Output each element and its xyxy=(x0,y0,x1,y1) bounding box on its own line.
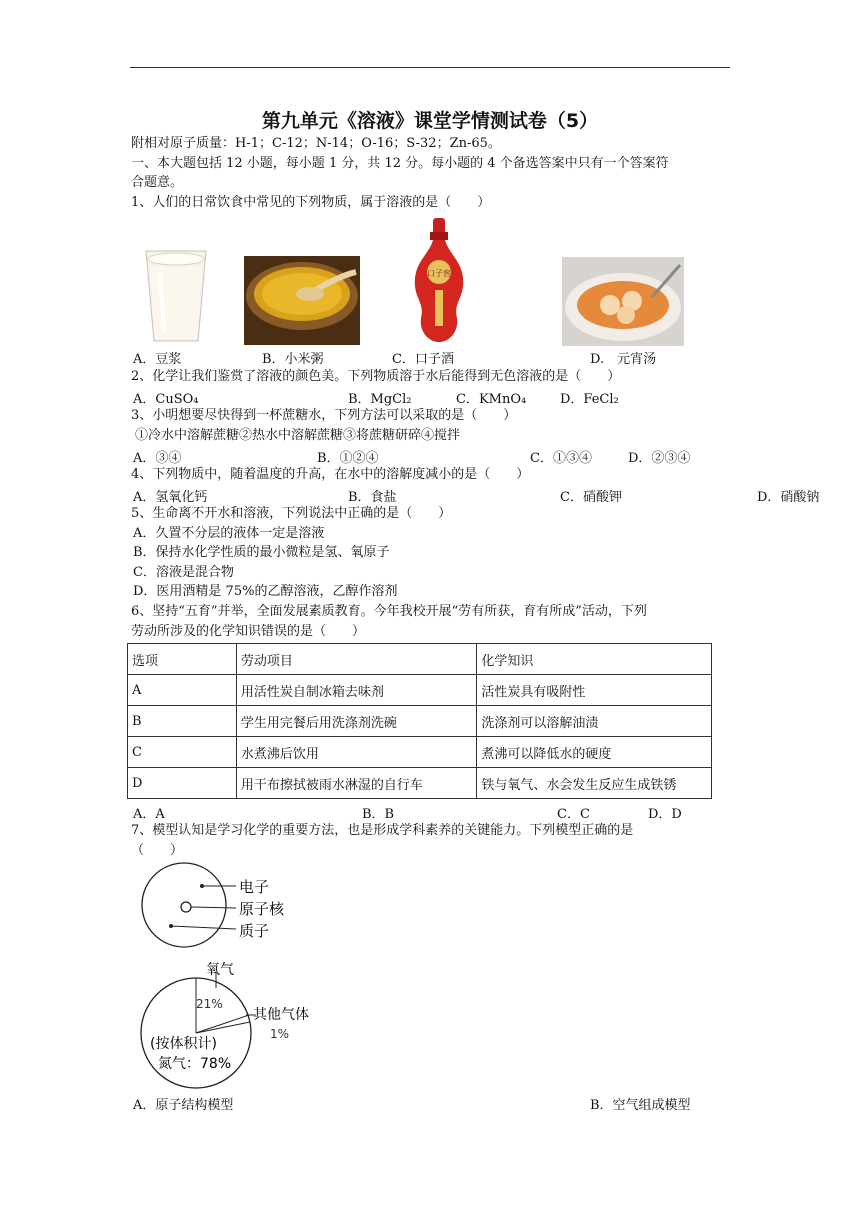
label-proton: 质子 xyxy=(239,922,270,940)
q5-option-c[interactable]: C．溶液是混合物 xyxy=(133,565,234,580)
q5-stem: 5、生命离不开水和溶液，下列说法中正确的是（ ） xyxy=(131,506,452,521)
millet-porridge-image xyxy=(244,256,360,345)
label-nucleus: 原子核 xyxy=(239,900,285,918)
label-other-pct: 1% xyxy=(270,1027,290,1041)
q4-option-a[interactable]: A．氢氧化钙 xyxy=(133,490,208,505)
header-rule xyxy=(130,67,730,68)
table-cell: B xyxy=(128,706,237,737)
q4-option-d[interactable]: D．硝酸钠 xyxy=(757,490,820,505)
label-electron: 电子 xyxy=(239,878,270,896)
table-cell: D xyxy=(128,768,237,799)
q7-stem: 7、模型认知是学习化学的重要方法，也是形成学科素养的关键能力。下列模型正确的是 xyxy=(131,823,634,838)
q6-table xyxy=(127,643,712,799)
q3-stem: 3、小明想要尽快得到一杯蔗糖水，下列方法可以采取的是（ ） xyxy=(131,408,517,423)
q7-option-b[interactable]: B．空气组成模型 xyxy=(590,1098,691,1113)
table-cell: 用活性炭自制冰箱去味剂 xyxy=(236,675,477,706)
q3-conditions: ①冷水中溶解蔗糖②热水中溶解蔗糖③将蔗糖研碎④搅拌 xyxy=(135,428,461,443)
atomic-masses: 附相对原子质量：H-1；C-12；N-14；O-16；S-32；Zn-65。 xyxy=(131,136,501,151)
q2-stem: 2、化学让我们鉴赏了溶液的颜色美。下列物质溶于水后能得到无色溶液的是（ ） xyxy=(131,369,621,384)
bottle-label: 口子窖 xyxy=(427,269,451,278)
table-cell: 水煮沸后饮用 xyxy=(236,737,477,768)
q6-stem-1: 6、坚持“五育”并举，全面发展素质教育。今年我校开展“劳有所获，育有所成”活动，下列 xyxy=(131,604,647,619)
label-nitrogen: 氮气：78% xyxy=(158,1056,232,1072)
q6-stem-2: 劳动所涉及的化学知识错误的是（ ） xyxy=(131,624,366,639)
table-cell: 铁与氧气、水会发生反应生成铁锈 xyxy=(477,768,712,799)
q4-option-b[interactable]: B．食盐 xyxy=(348,490,397,505)
table-cell: 用干布擦拭被雨水淋湿的自行车 xyxy=(236,768,477,799)
yuanxiao-soup-image xyxy=(562,257,684,346)
q1-option-a[interactable]: A．豆浆 xyxy=(133,352,182,367)
table-cell: 煮沸可以降低水的硬度 xyxy=(477,737,712,768)
q5-option-a[interactable]: A．久置不分层的液体一定是溶液 xyxy=(133,526,325,541)
table-cell: 学生用完餐后用洗涤剂洗碗 xyxy=(236,706,477,737)
table-header-cell: 选项 xyxy=(128,644,237,675)
table-cell: 活性炭具有吸附性 xyxy=(477,675,712,706)
q6-option-d[interactable]: D．D xyxy=(648,807,682,822)
q2-option-a[interactable]: A．CuSO₄ xyxy=(133,392,199,407)
q1-stem: 1、人们的日常饮食中常见的下列物质，属于溶液的是（ ） xyxy=(131,195,491,210)
q1-option-d[interactable]: D. 元宵汤 xyxy=(590,352,657,367)
q3-option-d[interactable]: D．②③④ xyxy=(628,451,691,466)
q2-option-c[interactable]: C．KMnO₄ xyxy=(456,392,527,407)
soy-milk-image xyxy=(140,247,212,344)
q3-option-a[interactable]: A．③④ xyxy=(133,451,182,466)
table-cell: A xyxy=(128,675,237,706)
q1-option-b[interactable]: B．小米粥 xyxy=(262,352,324,367)
label-by-volume: (按体积计) xyxy=(150,1036,217,1052)
q6-option-c[interactable]: C．C xyxy=(557,807,590,822)
q3-option-b[interactable]: B．①②④ xyxy=(317,451,379,466)
label-oxygen: 氧气 xyxy=(206,962,234,978)
table-row xyxy=(128,706,712,737)
table-header-cell: 化学知识 xyxy=(477,644,712,675)
q5-option-b[interactable]: B．保持水化学性质的最小微粒是氢、氧原子 xyxy=(133,545,390,560)
q4-stem: 4、下列物质中，随着温度的升高，在水中的溶解度减小的是（ ） xyxy=(131,467,530,482)
label-oxygen-pct: 21% xyxy=(196,997,223,1011)
section-instructions-1: 一、本大题包括 12 小题，每小题 1 分，共 12 分。每小题的 4 个备选答案中只有一个答案符 xyxy=(131,156,669,171)
table-cell: 洗涤剂可以溶解油渍 xyxy=(477,706,712,737)
table-row xyxy=(128,737,712,768)
q7-option-a[interactable]: A．原子结构模型 xyxy=(133,1098,234,1113)
q6-option-a[interactable]: A．A xyxy=(133,807,165,822)
q4-option-c[interactable]: C．硝酸钾 xyxy=(560,490,622,505)
air-composition-model xyxy=(136,960,326,1090)
q3-option-c[interactable]: C．①③④ xyxy=(530,451,592,466)
table-header-cell: 劳动项目 xyxy=(236,644,477,675)
q1-option-c[interactable]: C．口子酒 xyxy=(392,352,454,367)
atom-structure-model xyxy=(138,860,318,950)
q5-option-d[interactable]: D．医用酒精是 75%的乙醇溶液，乙醇作溶剂 xyxy=(133,584,398,599)
table-row xyxy=(128,675,712,706)
liquor-bottle-image xyxy=(399,214,479,345)
table-row xyxy=(128,768,712,799)
q6-option-b[interactable]: B．B xyxy=(362,807,395,822)
section-instructions-2: 合题意。 xyxy=(131,175,184,190)
q2-option-b[interactable]: B．MgCl₂ xyxy=(348,392,412,407)
label-other-gas: 其他气体 xyxy=(253,1007,309,1023)
page-title: 第九单元《溶液》课堂学情测试卷（5） xyxy=(261,110,599,132)
q2-option-d[interactable]: D．FeCl₂ xyxy=(560,392,619,407)
table-header-row xyxy=(128,644,712,675)
table-cell: C xyxy=(128,737,237,768)
q7-stem-paren: （ ） xyxy=(131,843,184,858)
